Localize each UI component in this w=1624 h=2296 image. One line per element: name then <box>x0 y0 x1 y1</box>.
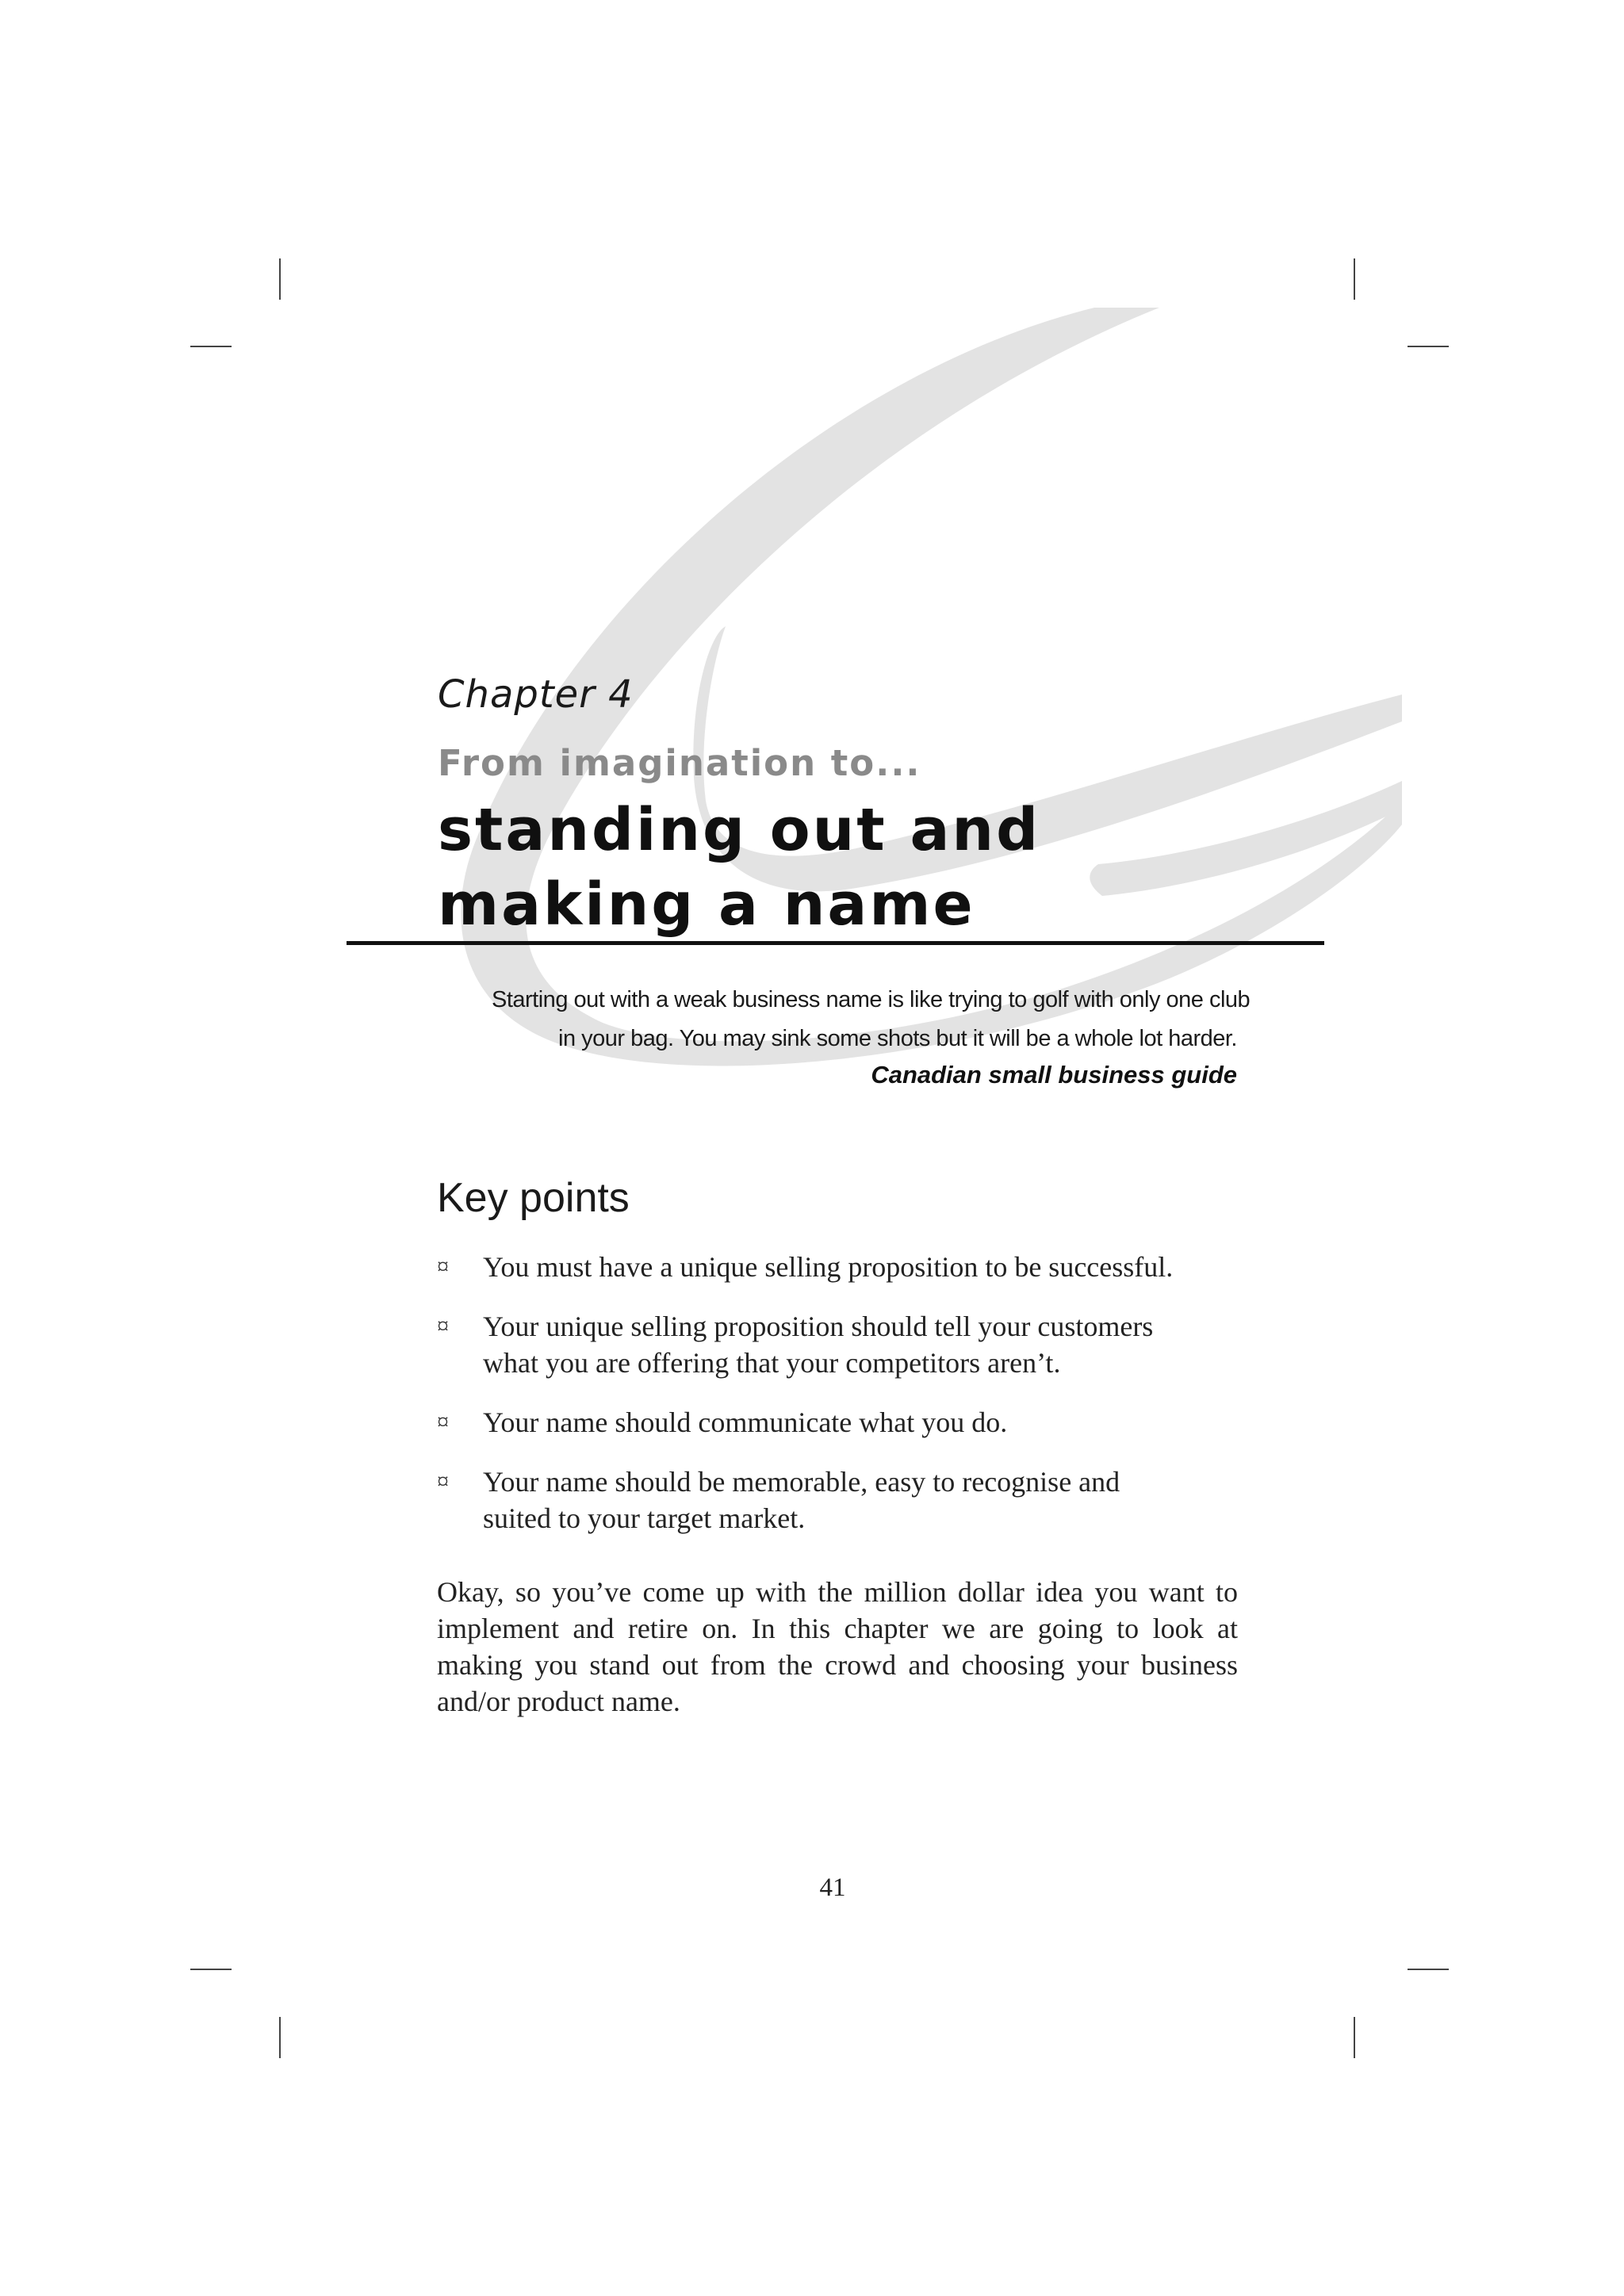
page-number: 41 <box>819 1873 846 1902</box>
bullet-icon: ¤ <box>437 1313 449 1339</box>
key-point-item <box>437 1308 1238 1381</box>
key-point-item <box>437 1249 1238 1285</box>
bullet-icon: ¤ <box>437 1468 449 1494</box>
key-points-list <box>437 1249 1238 1559</box>
bullet-icon: ¤ <box>437 1409 449 1435</box>
epigraph-quote <box>492 981 1251 1058</box>
key-point-item <box>437 1464 1238 1536</box>
chapter-title-line-1: standing out and <box>438 796 1041 864</box>
key-point-line: Your name should communicate what you do. <box>483 1406 1008 1438</box>
key-point-line: You must have a unique selling proposition to be successful. <box>483 1251 1174 1283</box>
body-line: making you stand out from the crowd and choosing your business <box>437 1649 1238 1681</box>
epigraph-line-2: in your bag. You may sink some shots but it will be a whole lot harder. <box>558 1026 1237 1051</box>
title-divider-rule <box>347 941 1324 945</box>
key-point-item <box>437 1404 1238 1441</box>
body-paragraph <box>437 1574 1238 1720</box>
bullet-icon: ¤ <box>437 1253 449 1280</box>
epigraph-source: Canadian small business guide <box>871 1061 1237 1089</box>
chapter-kicker: From imagination to... <box>438 742 921 784</box>
body-line: and/or product name. <box>437 1686 680 1717</box>
key-point-line: Your name should be memorable, easy to recognise and <box>483 1466 1120 1498</box>
key-point-line: Your unique selling proposition should tell your customers <box>483 1311 1154 1342</box>
chapter-title <box>438 793 1040 942</box>
chapter-label: Chapter 4 <box>438 672 634 717</box>
key-points-heading: Key points <box>437 1175 630 1221</box>
body-line: implement and retire on. In this chapter we are going to look at <box>437 1613 1238 1644</box>
epigraph-line-1: Starting out with a weak business name is like trying to golf with only one club <box>492 987 1251 1012</box>
chapter-title-line-2: making a name <box>438 871 975 939</box>
key-point-line: what you are offering that your competitors aren’t. <box>483 1347 1061 1379</box>
key-point-line: suited to your target market. <box>483 1502 806 1534</box>
body-line: Okay, so you’ve come up with the million dollar idea you want to <box>437 1576 1238 1608</box>
